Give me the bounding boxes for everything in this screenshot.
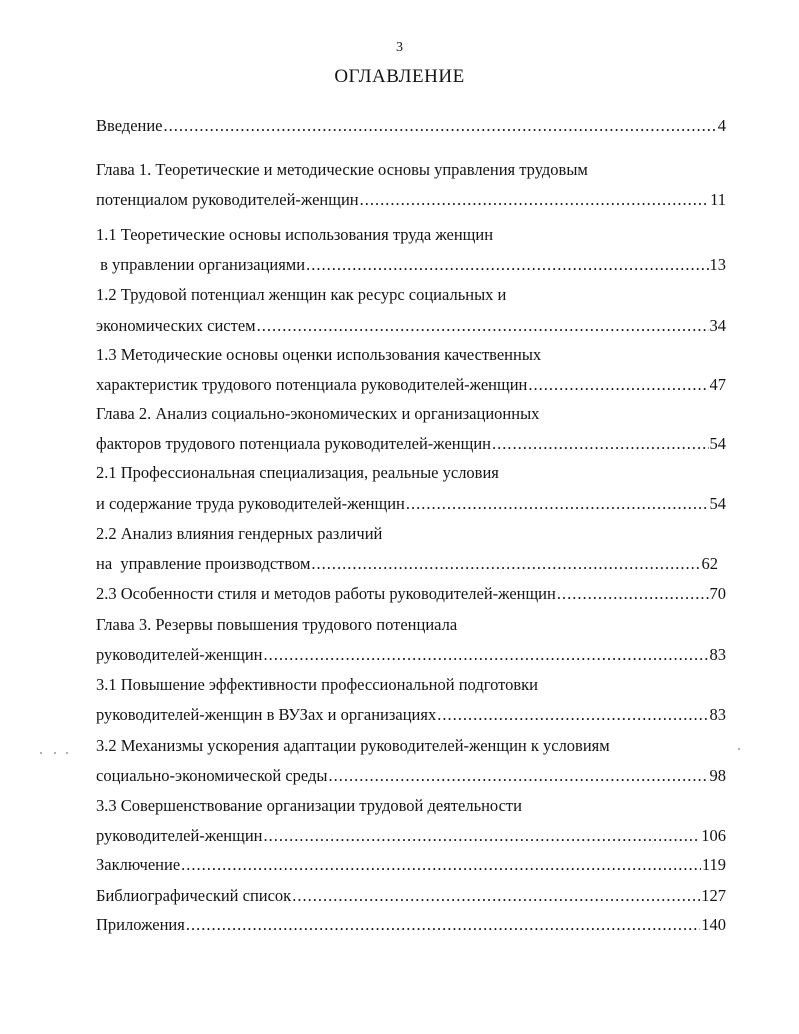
toc-entry-3-3-line-1[interactable] <box>96 796 726 816</box>
toc-entry-3-3-line-2[interactable] <box>96 826 726 846</box>
toc-entry-text: 3.1 Повышение эффективности профессиональной подготовки <box>96 675 538 694</box>
toc-entry-text: социально-экономической среды <box>96 766 328 785</box>
toc-entry-1-2-line-2[interactable] <box>96 316 726 336</box>
dot-leader <box>528 375 708 395</box>
toc-entry-2-2-line-1[interactable] <box>96 524 726 544</box>
toc-entry-text: факторов трудового потенциала руководителей-женщин <box>96 434 491 453</box>
scan-speck <box>40 752 42 754</box>
toc-entry-1-1-line-1[interactable] <box>96 225 726 245</box>
dot-leader <box>264 826 701 846</box>
toc-entry-3-2-line-1[interactable] <box>96 736 726 756</box>
toc-entry-text: 2.2 Анализ влияния гендерных различий <box>96 524 383 543</box>
toc-entry-text: 1.3 Методические основы оценки использования качественных <box>96 345 542 364</box>
toc-entry-text: Приложения <box>96 915 185 934</box>
dot-leader <box>181 855 701 875</box>
toc-page-number: 98 <box>709 766 726 785</box>
toc-page-number: 119 <box>701 855 726 874</box>
toc-entry-text: 1.1 Теоретические основы использования труда женщин <box>96 225 494 244</box>
toc-entry-3-1-line-2[interactable] <box>96 705 726 725</box>
toc-page-number: 106 <box>701 826 726 845</box>
toc-entry-text: руководителей-женщин <box>96 826 263 845</box>
toc-page-number: 13 <box>709 255 726 274</box>
toc-entry-text: 1.2 Трудовой потенциал женщин как ресурс социальных и <box>96 285 507 304</box>
dot-leader <box>328 766 708 786</box>
toc-entry-text: Библиографический список <box>96 886 292 905</box>
toc-entry-text: 3.3 Совершенствование организации трудовой деятельности <box>96 796 522 815</box>
dot-leader <box>164 116 717 136</box>
dot-leader <box>306 255 708 275</box>
toc-entry-text: Введение <box>96 116 163 135</box>
toc-entry-text: Глава 2. Анализ социально-экономических и организационных <box>96 404 540 423</box>
toc-entry-text: потенциалом руководителей-женщин <box>96 190 359 209</box>
dot-leader <box>264 645 709 665</box>
dot-leader <box>186 915 700 935</box>
toc-entry-text: 3.2 Механизмы ускорения адаптации руководителей-женщин к условиям <box>96 736 610 755</box>
dot-leader <box>292 886 700 906</box>
toc-entry-1-3-line-1[interactable] <box>96 345 726 365</box>
scan-speck <box>54 752 56 754</box>
toc-entry-text: Глава 1. Теоретические и методические основы управления трудовым <box>96 160 588 179</box>
toc-page-number: 54 <box>709 434 726 453</box>
toc-entry-text: 2.1 Профессиональная специализация, реальные условия <box>96 463 499 482</box>
dot-leader <box>257 316 709 336</box>
dot-leader <box>557 584 709 604</box>
toc-entry-text: Глава 3. Резервы повышения трудового потенциала <box>96 615 458 634</box>
toc-entry-text: характеристик трудового потенциала руководителей-женщин <box>96 375 528 394</box>
toc-entry-chapter-2-line-2[interactable] <box>96 434 726 454</box>
toc-page-number: 47 <box>709 375 726 394</box>
toc-page-number: 62 <box>701 554 718 573</box>
toc-page-number: 4 <box>717 116 726 135</box>
toc-page-number: 54 <box>709 494 726 513</box>
toc-entry-1-2-line-1[interactable] <box>96 285 726 305</box>
toc-entry-3-1-line-1[interactable] <box>96 675 726 695</box>
page-number: 3 <box>396 40 403 55</box>
toc-entry-2-2-line-2[interactable] <box>96 554 718 574</box>
page-title: ОГЛАВЛЕНИЕ <box>334 66 465 87</box>
dot-leader <box>437 705 708 725</box>
toc-entry-appendices[interactable] <box>96 915 726 935</box>
toc-entry-3-2-line-2[interactable] <box>96 766 726 786</box>
toc-entry-text: 2.3 Особенности стиля и методов работы руководителей-женщин <box>96 584 556 603</box>
toc-page-number: 34 <box>709 316 726 335</box>
dot-leader <box>492 434 709 454</box>
toc-entry-chapter-2-line-1[interactable] <box>96 404 726 424</box>
toc-entry-1-1-line-2[interactable] <box>96 255 726 275</box>
dot-leader <box>406 494 709 514</box>
dot-leader <box>311 554 700 574</box>
toc-page-number: 140 <box>701 915 726 934</box>
toc-entry-text: в управлении организациями <box>96 255 306 274</box>
toc-entry-chapter-3-line-2[interactable] <box>96 645 726 665</box>
toc-entry-chapter-3-line-1[interactable] <box>96 615 726 635</box>
dot-leader <box>360 190 710 210</box>
toc-entry-text: Заключение <box>96 855 181 874</box>
toc-entry-introduction[interactable] <box>96 116 726 136</box>
toc-entry-bibliography[interactable] <box>96 886 726 906</box>
toc-entry-text: экономических систем <box>96 316 256 335</box>
toc-entry-chapter-1-line-2[interactable] <box>96 190 726 210</box>
toc-entry-2-1-line-1[interactable] <box>96 463 726 483</box>
toc-page-number: 70 <box>709 584 726 603</box>
toc-entry-text: руководителей-женщин в ВУЗах и организациях <box>96 705 437 724</box>
scan-speck <box>66 752 68 754</box>
toc-entry-1-3-line-2[interactable] <box>96 375 726 395</box>
toc-page-number: 11 <box>710 190 726 209</box>
toc-entry-2-3[interactable] <box>96 584 726 604</box>
scan-speck <box>738 748 740 750</box>
toc-entry-text: и содержание труда руководителей-женщин <box>96 494 405 513</box>
toc-entry-chapter-1-line-1[interactable] <box>96 160 726 180</box>
toc-page-number: 83 <box>709 705 726 724</box>
toc-page-number: 127 <box>701 886 726 905</box>
toc-entry-2-1-line-2[interactable] <box>96 494 726 514</box>
toc-entry-conclusion[interactable] <box>96 855 726 875</box>
toc-entry-text: руководителей-женщин <box>96 645 263 664</box>
toc-page-number: 83 <box>709 645 726 664</box>
toc-entry-text: на управление производством <box>96 554 311 573</box>
